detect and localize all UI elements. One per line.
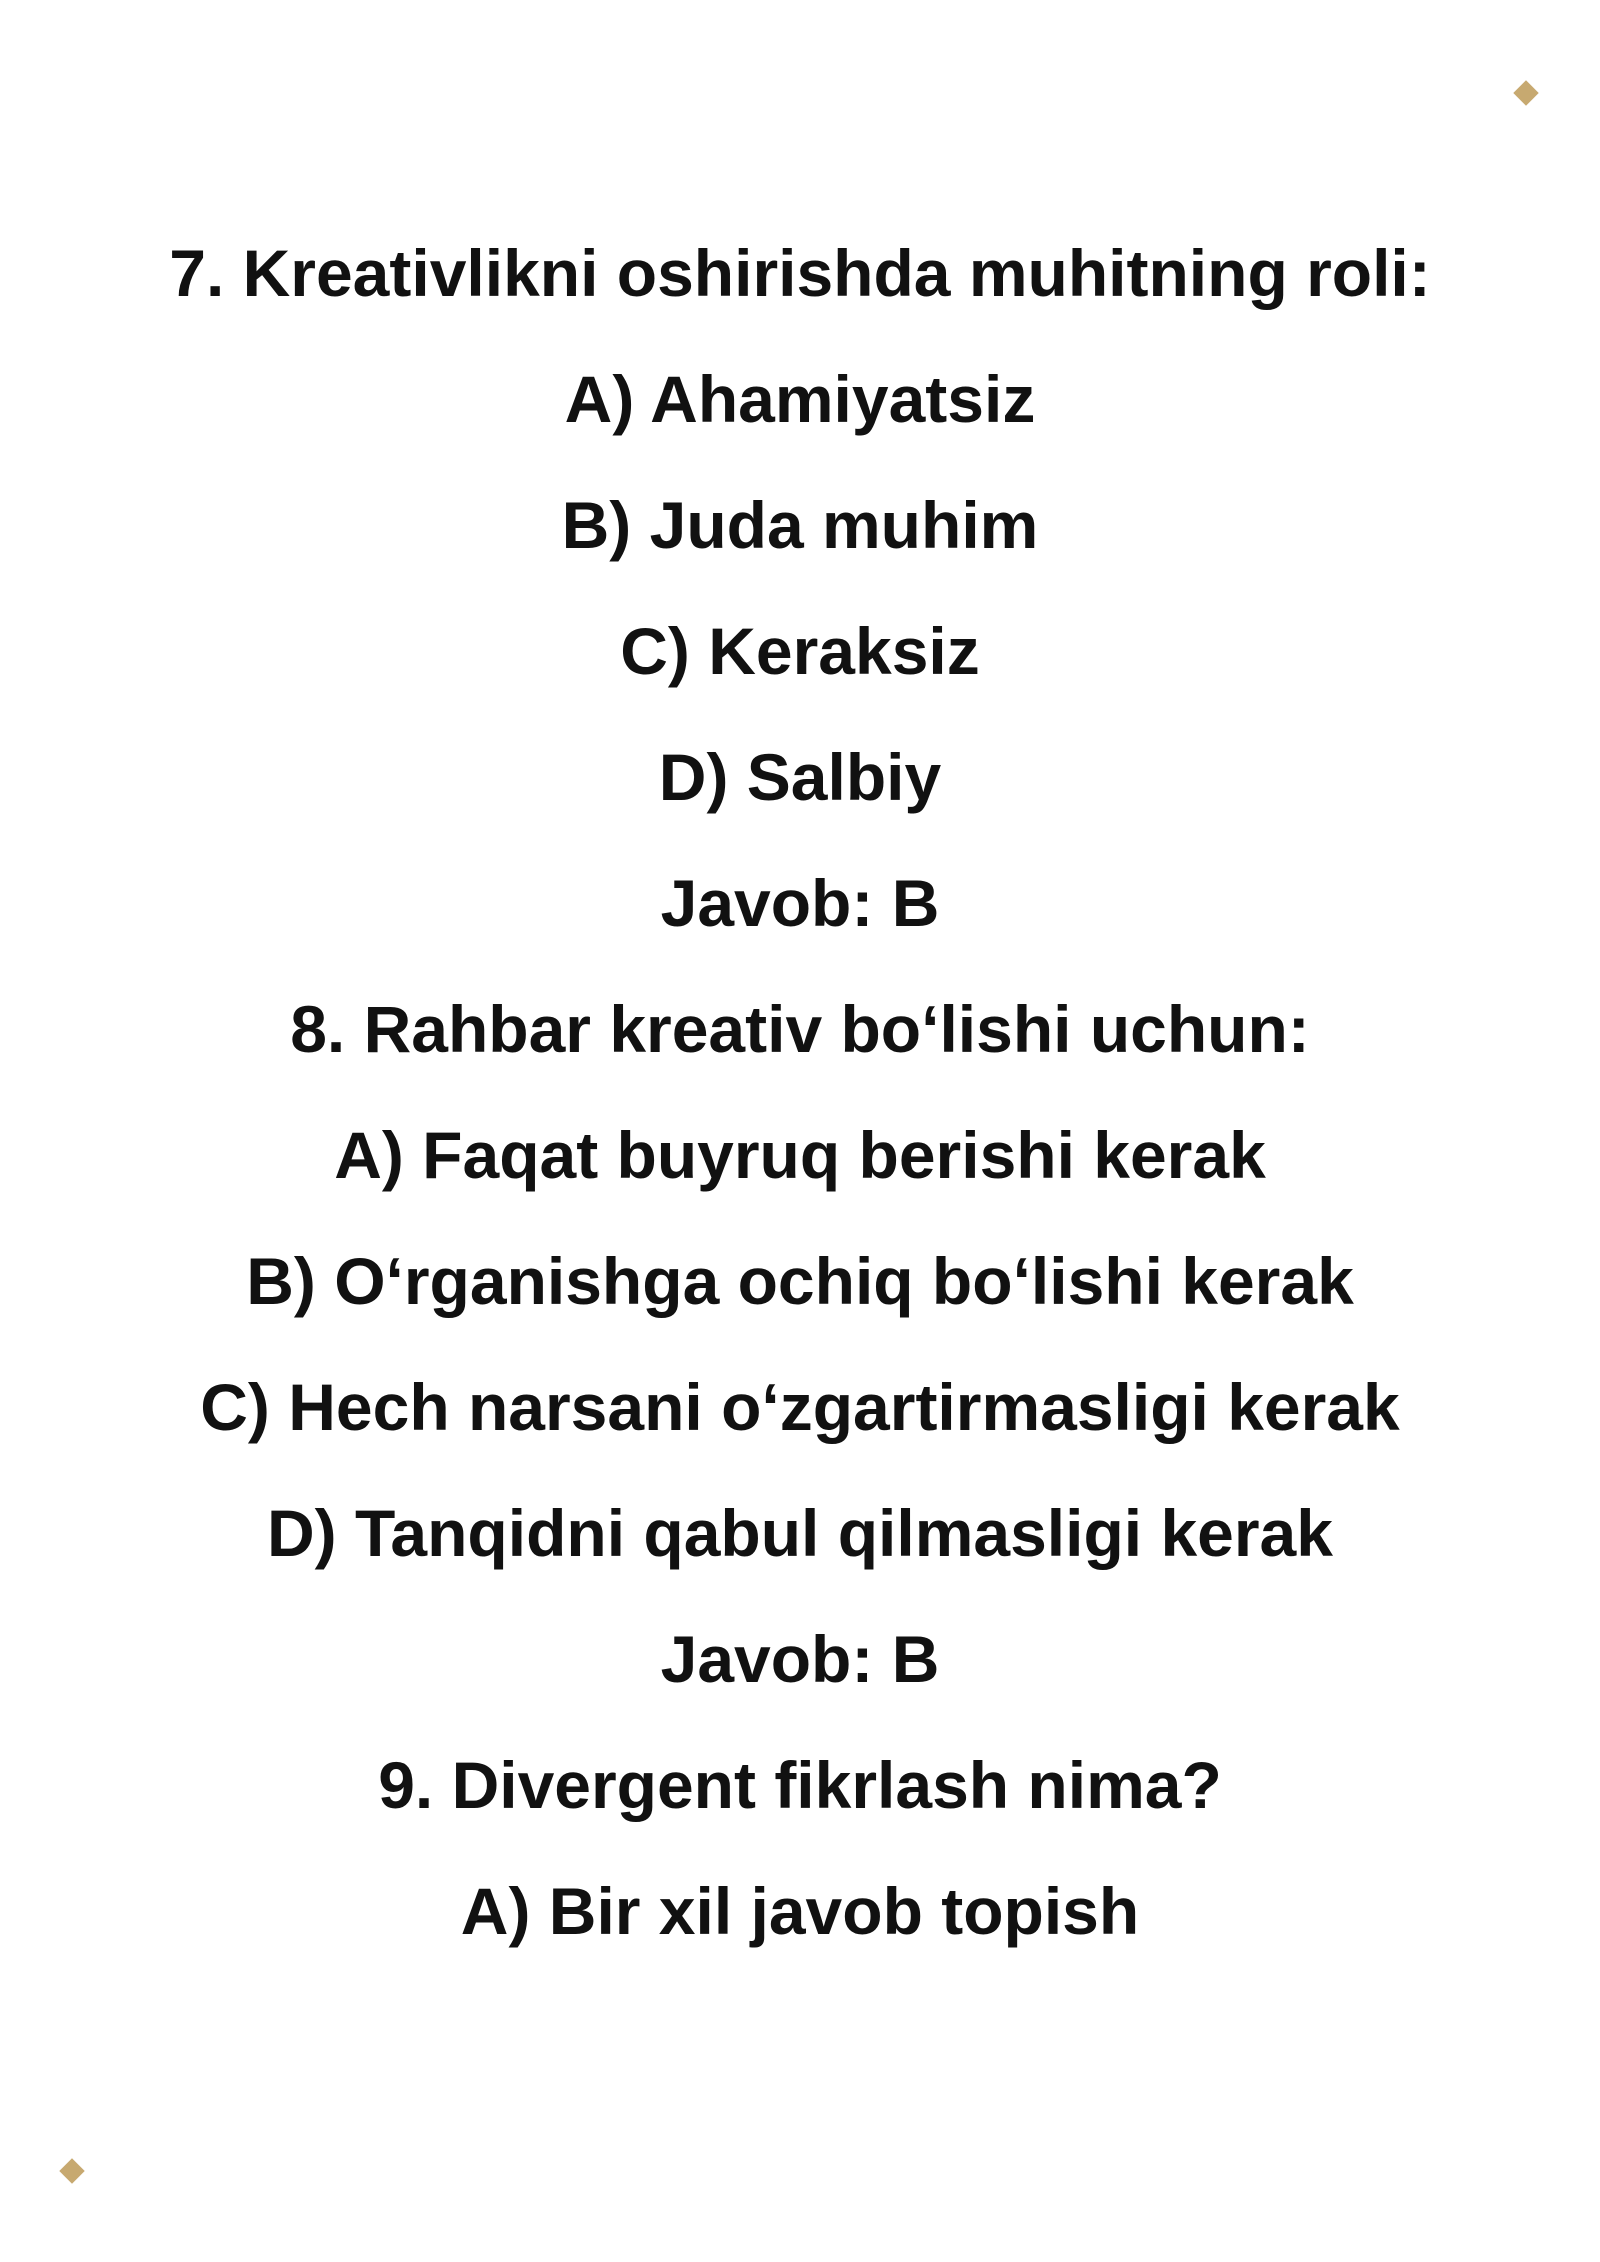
question-8-option-a: A) Faqat buyruq berishi kerak — [334, 1118, 1266, 1192]
question-7-option-c: C) Keraksiz — [620, 614, 980, 688]
question-8-option-d: D) Tanqidni qabul qilmasligi kerak — [267, 1496, 1333, 1570]
question-9-option-a: A) Bir xil javob topish — [460, 1874, 1140, 1948]
question-7-option-d: D) Salbiy — [658, 740, 942, 814]
question-7-option-a: A) Ahamiyatsiz — [564, 362, 1036, 436]
diamond-icon — [1513, 80, 1538, 105]
question-9: 9. Divergent fikrlash nima? — [378, 1748, 1222, 1822]
question-8-option-c: C) Hech narsani o‘zgartirmasligi kerak — [200, 1370, 1400, 1444]
question-7: 7. Kreativlikni oshirishda muhitning roli: — [169, 236, 1431, 310]
question-8: 8. Rahbar kreativ bo‘lishi uchun: — [290, 992, 1310, 1066]
question-7-answer: Javob: B — [660, 866, 940, 940]
question-8-answer: Javob: B — [660, 1622, 940, 1696]
question-list — [0, 228, 1600, 1992]
diamond-icon — [59, 2158, 84, 2183]
question-7-option-b: B) Juda muhim — [561, 488, 1039, 562]
question-8-option-b: B) O‘rganishga ochiq bo‘lishi kerak — [246, 1244, 1354, 1318]
